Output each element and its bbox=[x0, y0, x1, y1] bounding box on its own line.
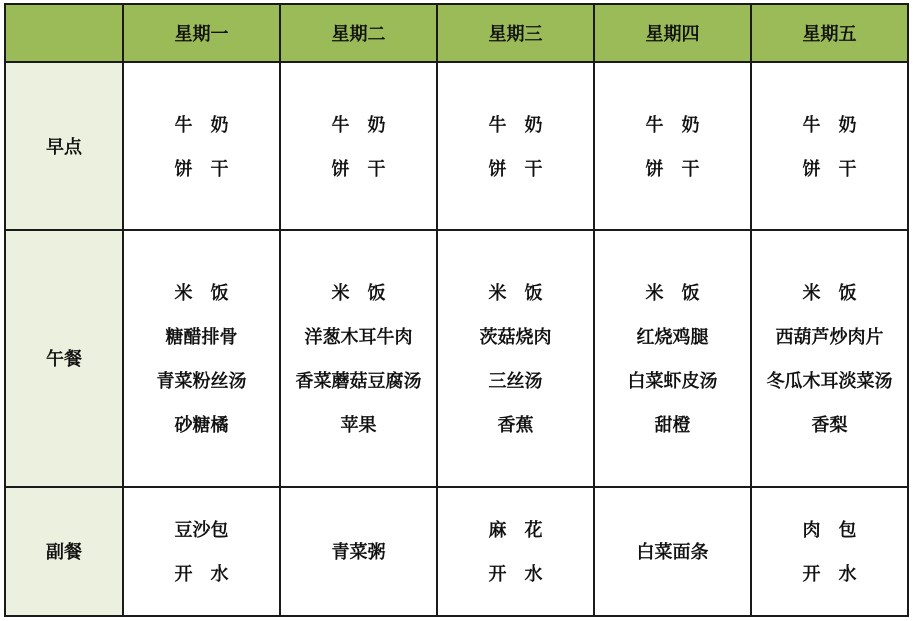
menu-item: 开 水 bbox=[174, 564, 229, 586]
menu-cell-snack-mon bbox=[123, 487, 280, 616]
meal-label-lunch: 午餐 bbox=[5, 230, 123, 487]
menu-item: 西葫芦炒肉片 bbox=[775, 327, 884, 349]
menu-cell-items bbox=[124, 279, 279, 437]
menu-cell-items bbox=[438, 516, 593, 586]
menu-item: 饼 干 bbox=[331, 158, 386, 180]
menu-item: 牛 奶 bbox=[331, 114, 386, 136]
menu-item: 牛 奶 bbox=[645, 114, 700, 136]
menu-cell-breakfast-wed bbox=[437, 62, 594, 230]
day-header-thu: 星期四 bbox=[594, 4, 751, 62]
day-header-fri: 星期五 bbox=[751, 4, 908, 62]
day-header-tue: 星期二 bbox=[280, 4, 437, 62]
menu-cell-snack-fri bbox=[751, 487, 908, 616]
menu-cell-snack-tue bbox=[280, 487, 437, 616]
corner-cell bbox=[5, 4, 123, 62]
menu-cell-lunch-thu bbox=[594, 230, 751, 487]
menu-cell-items bbox=[281, 111, 436, 181]
day-header-mon: 星期一 bbox=[123, 4, 280, 62]
menu-cell-items bbox=[281, 538, 436, 564]
menu-item: 甜橙 bbox=[654, 415, 691, 437]
menu-cell-items bbox=[595, 538, 750, 564]
menu-item: 砂糖橘 bbox=[174, 415, 229, 437]
menu-cell-items bbox=[438, 279, 593, 437]
menu-cell-items bbox=[438, 111, 593, 181]
menu-cell-items bbox=[752, 111, 907, 181]
menu-cell-lunch-fri bbox=[751, 230, 908, 487]
menu-item: 红烧鸡腿 bbox=[636, 327, 709, 349]
menu-item: 肉 包 bbox=[802, 520, 857, 542]
menu-item: 香菜蘑菇豆腐汤 bbox=[295, 371, 422, 393]
menu-cell-items bbox=[281, 279, 436, 437]
menu-item: 白菜虾皮汤 bbox=[627, 371, 718, 393]
menu-cell-breakfast-fri bbox=[751, 62, 908, 230]
meal-label-snack: 副餐 bbox=[5, 487, 123, 616]
menu-cell-lunch-wed bbox=[437, 230, 594, 487]
menu-item: 冬瓜木耳淡菜汤 bbox=[766, 371, 893, 393]
menu-item: 香梨 bbox=[811, 415, 848, 437]
menu-body bbox=[5, 62, 908, 616]
menu-item: 米 饭 bbox=[488, 283, 543, 305]
menu-item: 白菜面条 bbox=[636, 542, 709, 564]
menu-cell-items bbox=[124, 111, 279, 181]
menu-item: 米 饭 bbox=[331, 283, 386, 305]
menu-cell-lunch-mon bbox=[123, 230, 280, 487]
meal-row-snack bbox=[5, 487, 908, 616]
menu-item: 米 饭 bbox=[802, 283, 857, 305]
menu-item: 开 水 bbox=[488, 564, 543, 586]
menu-cell-snack-wed bbox=[437, 487, 594, 616]
menu-item: 饼 干 bbox=[645, 158, 700, 180]
menu-item: 饼 干 bbox=[174, 158, 229, 180]
menu-cell-items bbox=[124, 516, 279, 586]
menu-item: 麻 花 bbox=[488, 520, 543, 542]
meal-row-lunch bbox=[5, 230, 908, 487]
menu-item: 苹果 bbox=[340, 415, 377, 437]
meal-label-breakfast: 早点 bbox=[5, 62, 123, 230]
menu-cell-items bbox=[752, 279, 907, 437]
menu-item: 青菜粉丝汤 bbox=[156, 371, 247, 393]
menu-item: 米 饭 bbox=[174, 283, 229, 305]
menu-item: 牛 奶 bbox=[488, 114, 543, 136]
menu-item: 三丝汤 bbox=[488, 371, 543, 393]
meal-row-breakfast bbox=[5, 62, 908, 230]
weekly-menu-table bbox=[4, 3, 909, 617]
menu-cell-breakfast-thu bbox=[594, 62, 751, 230]
day-header-wed: 星期三 bbox=[437, 4, 594, 62]
menu-item: 茨菇烧肉 bbox=[479, 327, 552, 349]
menu-cell-breakfast-tue bbox=[280, 62, 437, 230]
menu-cell-items bbox=[595, 111, 750, 181]
menu-cell-items bbox=[595, 279, 750, 437]
menu-cell-lunch-tue bbox=[280, 230, 437, 487]
menu-item: 牛 奶 bbox=[174, 114, 229, 136]
menu-cell-snack-thu bbox=[594, 487, 751, 616]
menu-item: 糖醋排骨 bbox=[165, 327, 238, 349]
menu-cell-breakfast-mon bbox=[123, 62, 280, 230]
menu-item: 牛 奶 bbox=[802, 114, 857, 136]
header-row bbox=[5, 4, 908, 62]
menu-item: 饼 干 bbox=[488, 158, 543, 180]
menu-item: 米 饭 bbox=[645, 283, 700, 305]
menu-item: 洋葱木耳牛肉 bbox=[304, 327, 413, 349]
menu-item: 青菜粥 bbox=[331, 542, 386, 564]
menu-cell-items bbox=[752, 516, 907, 586]
menu-item: 香蕉 bbox=[497, 415, 534, 437]
menu-item: 开 水 bbox=[802, 564, 857, 586]
menu-item: 豆沙包 bbox=[174, 520, 229, 542]
menu-item: 饼 干 bbox=[802, 158, 857, 180]
